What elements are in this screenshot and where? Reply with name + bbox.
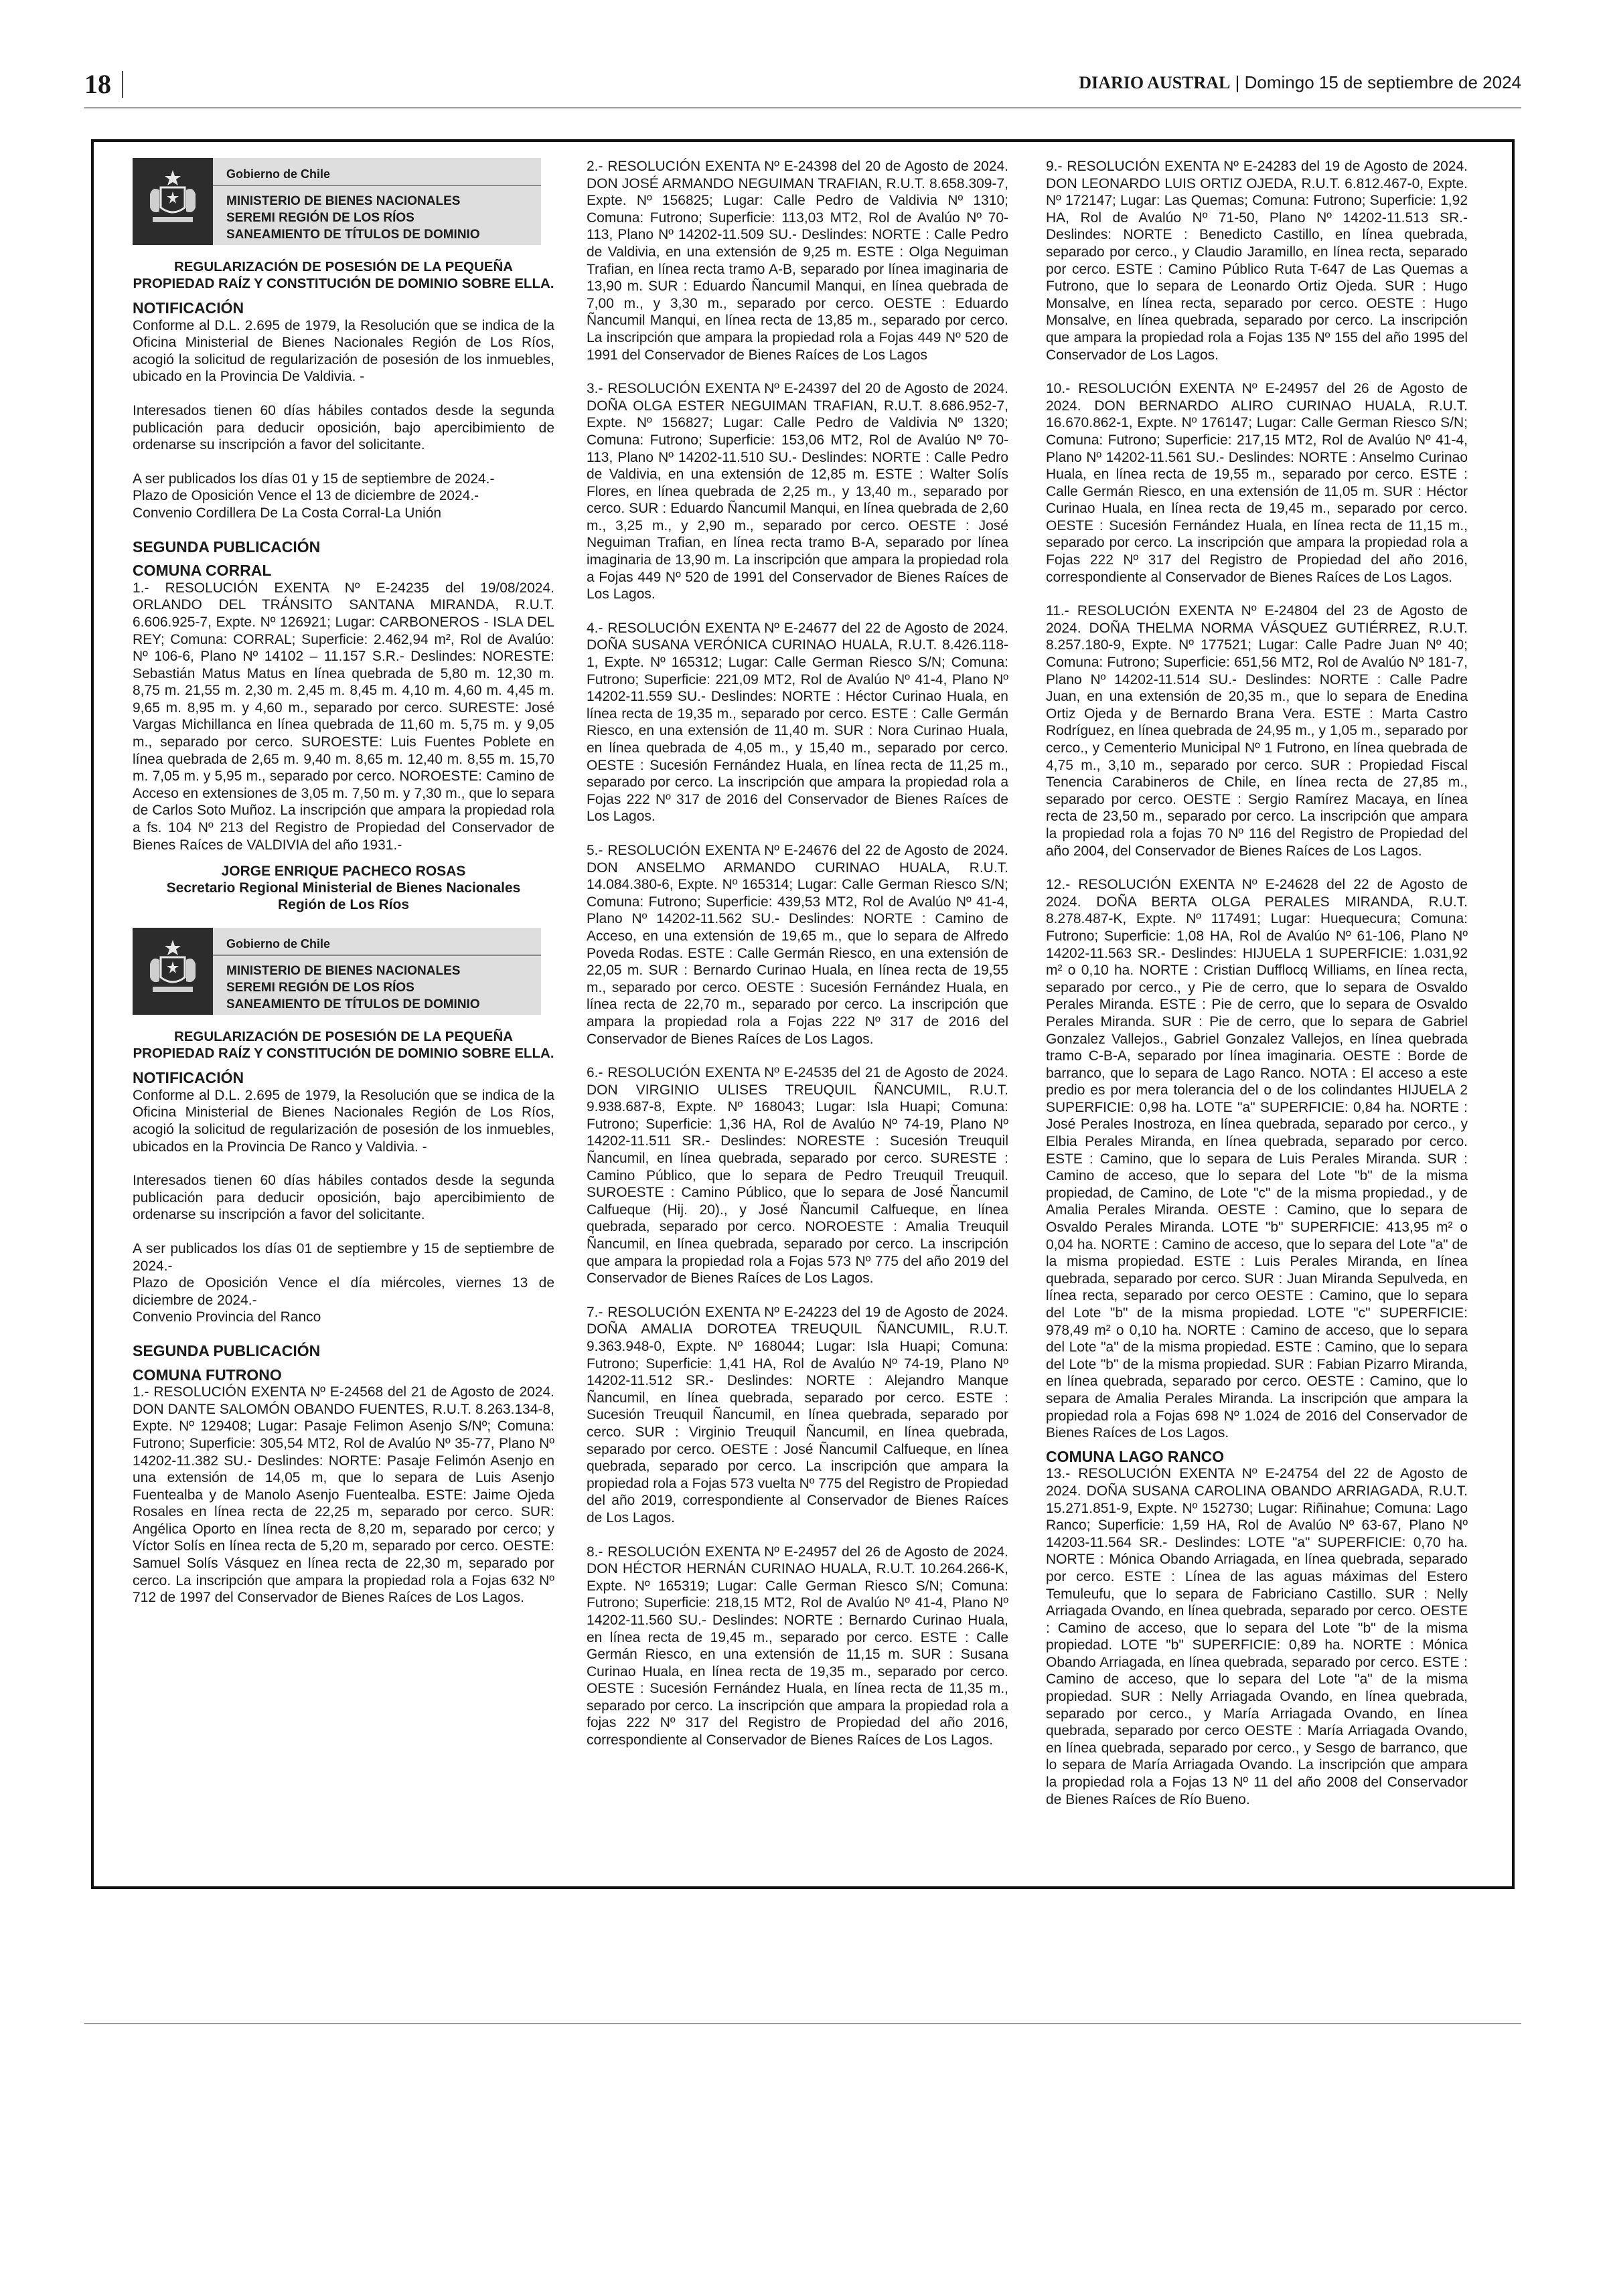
seremi-name: SEREMI REGIÓN DE LOS RÍOS [226,981,414,995]
page-number-divider [122,71,123,98]
ministry-logo-block [133,158,541,245]
resolution-entry: 10.- RESOLUCIÓN EXENTA Nº E-24957 del 26 de Agosto de 2024. DON BERNARDO ALIRO CURINAO HUALA, R.U.T. 16.670.862-1, Expte. Nº 176147; Lugar: Calle German Riesco S/N; Comuna: Futrono; Superficie: 217,15 MT2, Rol de Avalúo Nº 41-4, Plano Nº 14202-11.561 SU.- Deslindes: NORTE : Anselmo Curinao Huala, en línea recta de 19,55 m., separado por cerco. ESTE : Calle Germán Riesco, en una extensión de 11,05 m. SUR : Héctor Curinao Huala, en línea recta de 19,45 m., separado por cerco. OESTE : Sucesión Fernández Huala, en línea recta de 11,15 m., separado por cerco. La inscripción que ampara la propiedad rola a Fojas 222 Nº 317 del Registro de Propiedad del año 2016, correspondiente al Conservador de Bienes Raíces de Los Lagos. [1046,381,1468,585]
saneamiento-name: SANEAMIENTO DE TÍTULOS DE DOMINIO [226,997,480,1012]
gobierno-label: Gobierno de Chile [226,167,331,181]
seremi-name: SEREMI REGIÓN DE LOS RÍOS [226,211,414,225]
notice-title: REGULARIZACIÓN DE POSESIÓN DE LA PEQUEÑA PROPIEDAD RAÍZ Y CONSTITUCIÓN DE DOMINIO SOBRE ELLA. [133,259,554,291]
signatory-role: Secretario Regional Ministerial de Bienes Nacionales [166,880,521,896]
page-number: 18 [84,69,111,99]
publication-dates: A ser publicados los días 01 de septiembre y 15 de septiembre de 2024.- [133,1240,554,1274]
opposition-deadline: Plazo de Oposición Vence el día miércoles, viernes 13 de diciembre de 2024.- [133,1275,554,1308]
signatory-region: Región de Los Ríos [277,897,409,913]
comuna-label: COMUNA FUTRONO [133,1366,282,1384]
logo-divider [213,955,541,956]
column-3 [1046,158,1468,1808]
logo-emblem-panel [133,158,213,245]
gobierno-label: Gobierno de Chile [226,937,331,951]
ministry-text [226,193,480,243]
notification-label: NOTIFICACIÓN [133,1069,244,1087]
signature-block [133,863,554,913]
resolution-entry: 6.- RESOLUCIÓN EXENTA Nº E-24535 del 21 de Agosto de 2024. DON VIRGINIO ULISES TREUQUIL ÑANCUMIL, R.U.T. 9.938.687-8, Expte. Nº 168043; Lugar: Isla Huapi; Comuna: Futrono; Superficie: 1,36 HA, Rol de Avalúo Nº 74-19, Plano Nº 14202-11.511 SR.- Deslindes: NORESTE : Sucesión Treuquil Ñancumil, en línea quebrada, separado por cerco. SURESTE : Camino Público, que lo separa de Pedro Treuquil Treuquil. SUROESTE : Camino Público, que lo separa de José Ñancumil Calfueque (Hij. 20)., y José Ñancumil Calfueque, en línea quebrada, separado por cerco. NOROESTE : Amalia Treuquil Ñancumil, en línea quebrada, separado por cerco. La inscripción que ampara la propiedad rola a Fojas 573 Nº 775 del año 2019 del Conservador de Bienes Raíces de Los Lagos. [587,1065,1008,1287]
saneamiento-name: SANEAMIENTO DE TÍTULOS DE DOMINIO [226,228,480,242]
opposition-deadline: Plazo de Oposición Vence el 13 de diciembre de 2024.- [133,488,479,504]
resolution-entry: 8.- RESOLUCIÓN EXENTA Nº E-24957 del 26 de Agosto de 2024. DON HÉCTOR HERNÁN CURINAO HUALA, R.U.T. 10.264.266-K, Expte. Nº 165319; Lugar: Calle German Riesco S/N; Comuna: Futrono; Superficie: 218,15 MT2, Rol de Avalúo Nº 41-4, Plano Nº 14202-11.560 SU.- Deslindes: NORTE : Bernardo Curinao Huala, en línea recta de 19,45 m., separado por cerco. ESTE : Calle Germán Riesco, en una extensión de 11,15 m. SUR : Susana Curinao Huala, en línea recta de 19,35 m., separado por cerco. OESTE : Sucesión Fernández Huala, en línea recta de 11,35 m., separado por cerco. La inscripción que ampara la propiedad rola a fojas 222 Nº 317 del Registro de Propiedad del año 2016, correspondiente al Conservador de Bienes Raíces de Los Lagos. [587,1544,1008,1748]
comuna-label: COMUNA LAGO RANCO [1046,1447,1225,1465]
resolution-entry: 11.- RESOLUCIÓN EXENTA Nº E-24804 del 23 de Agosto de 2024. DOÑA THELMA NORMA VÁSQUEZ GUTIÉRREZ, R.U.T. 8.257.180-9, Expte. Nº 177521; Lugar: Calle Padre Juan Nº 40; Comuna: Futrono; Superficie: 651,56 MT2, Rol de Avalúo Nº 181-7, Plano Nº 14202-11.514 SU.- Deslindes: NORTE : Calle Padre Juan, en una extensión de 20,35 m., que lo separa de Enedina Ortiz Ojeda y de Bernardo Brana Vera. ESTE : Marta Castro Rodríguez, en línea quebrada de 24,95 m., y 1,05 m., separado por cerco., y Cementerio Municipal Nº 1 Futrono, en línea quebrada de 4,75 m., 3,10 m., separado por cerco. SUR : Propiedad Fiscal Tenencia Carabineros de Chile, en línea recta de 27,85 m., separado por cerco. OESTE : Sergio Ramírez Macaya, en línea recta de 23,50 m., separado por cerco. La inscripción que ampara la propiedad rola a fojas 70 Nº 116 del Registro de Propiedad del año 2004, del Conservador de Bienes Raíces de Los Lagos. [1046,603,1468,859]
resolution-entry: 5.- RESOLUCIÓN EXENTA Nº E-24676 del 22 de Agosto de 2024. DON ANSELMO ARMANDO CURINAO HUALA, R.U.T. 14.084.380-6, Expte. Nº 165314; Lugar: Calle German Riesco S/N; Comuna: Futrono; Superficie: 439,53 MT2, Rol de Avalúo Nº 41-4, Plano Nº 14202-11.562 SU.- Deslindes: NORTE : Camino de Acceso, en una extensión de 19,65 m., que lo separa de Alfredo Poveda Rodas. ESTE : Calle Germán Riesco, en una extensión de 22,05 m. SUR : Bernardo Curinao Huala, en línea recta de 19,55 m., separado por cerco. OESTE : Sucesión Fernández Huala, en línea recta de 22,70 m., separado por cerco. La inscripción que ampara la propiedad rola a Fojas 222 Nº 317 de 2016 del Conservador de Bienes Raíces de Los Lagos. [587,842,1008,1047]
logo-divider [213,185,541,186]
masthead: DIARIO AUSTRAL | Domingo 15 de septiembre de 2024 [1079,72,1521,92]
page-header [84,64,1521,108]
convenio: Convenio Cordillera De La Costa Corral-La Unión [133,505,442,521]
coat-of-arms-icon [146,937,200,999]
notice-plazo: Interesados tienen 60 días hábiles contados desde la segunda publicación para deducir oposición, bajo apercibimiento de ordenarse su inscripción a favor del solicitante. [133,1173,554,1223]
ministry-logo-block [133,928,541,1015]
notification-label: NOTIFICACIÓN [133,299,244,317]
footer-rule [84,2023,1521,2024]
notice-frame [91,139,1515,1889]
comuna-label: COMUNA CORRAL [133,562,272,580]
ministry-name: MINISTERIO DE BIENES NACIONALES [226,194,461,208]
signatory-name: JORGE ENRIQUE PACHECO ROSAS [221,864,466,880]
notice-plazo: Interesados tienen 60 días hábiles contados desde la segunda publicación para deducir oposición, bajo apercibimiento de ordenarse su inscripción a favor del solicitante. [133,402,554,453]
resolution-entry: 1.- RESOLUCIÓN EXENTA Nº E-24568 del 21 de Agosto de 2024. DON DANTE SALOMÓN OBANDO FUENTES, R.U.T. 8.263.134-8, Expte. Nº 129408; Lugar: Pasaje Felimon Asenjo S/Nº; Comuna: Futrono; Superficie: 305,54 MT2, Rol de Avalúo Nº 35-77, Plano Nº 14202-11.382 SU.- Deslindes: NORTE: Pasaje Felimón Asenjo en una extensión de 14,05 m, que lo separa de Luis Asenjo Fuentealba y de Manolo Asenjo Fuentealba. ESTE: Jaime Ojeda Rosales en línea recta de 22,25 m, separado por cerco. SUR: Angélica Oporto en línea recta de 8,20 m, separado por cerco; y Víctor Solís en línea recta de 5,20 m, separado por cerco. OESTE: Samuel Solís Vásquez en línea recta de 22,30 m, separado por cerco. La inscripción que ampara la propiedad rola a Fojas 632 Nº 712 de 1997 del Conservador de Bienes Raíces de Los Lagos. [133,1384,554,1606]
resolution-entry: 7.- RESOLUCIÓN EXENTA Nº E-24223 del 19 de Agosto de 2024. DOÑA AMALIA DOROTEA TREUQUIL ÑANCUMIL, R.U.T. 9.363.948-0, Expte. Nº 168044; Lugar: Isla Huapi; Comuna: Futrono; Superficie: 1,41 HA, Rol de Avalúo Nº 74-19, Plano Nº 14202-11.512 SR.- Deslindes: NORTE : Alejandro Manque Ñancumil, en línea quebrada, separado por cerco. ESTE : Sucesión Treuquil Ñancumil, en línea quebrada, separado por cerco. SUR : Virginio Treuquil Ñancumil, en línea quebrada, separado por cerco. OESTE : José Ñancumil Calfueque, en línea quebrada, separado por cerco. La inscripción que ampara la propiedad rola a Fojas 573 vuelta Nº 775 del Registro de Propiedad del año 2019, correspondiente al Conservador de Bienes Raíces de Los Lagos. [587,1304,1008,1526]
resolution-entry: 4.- RESOLUCIÓN EXENTA Nº E-24677 del 22 de Agosto de 2024. DOÑA SUSANA VERÓNICA CURINAO HUALA, R.U.T. 8.426.118-1, Expte. Nº 165312; Lugar: Calle German Riesco S/N; Comuna: Futrono; Superficie: 221,09 MT2, Rol de Avalúo Nº 41-4, Plano Nº 14202-11.559 SU.- Deslindes: NORTE : Héctor Curinao Huala, en línea recta de 19,35 m., separado por cerco. ESTE : Calle Germán Riesco, en una extensión de 11,40 m. SUR : Nora Curinao Huala, en línea quebrada de 4,05 m., y 15,40 m., separado por cerco. OESTE : Sucesión Fernández Huala, en línea recta de 11,25 m., separado por cerco. La inscripción que ampara la propiedad rola a Fojas 222 Nº 317 de 2016 del Conservador de Bienes Raíces de Los Lagos. [587,620,1008,825]
column-2 [587,158,1008,1766]
resolution-entry: 12.- RESOLUCIÓN EXENTA Nº E-24628 del 22 de Agosto de 2024. DOÑA BERTA OLGA PERALES MIRANDA, R.U.T. 8.278.487-K, Expte. Nº 117491; Lugar: Huequecura; Comuna: Futrono; Superficie: 1,08 HA, Rol de Avalúo Nº 61-106, Plano Nº 14202-11.563 SR.- Deslindes: HIJUELA 1 SUPERFICIE: 1.031,92 m² o 0,10 ha. NORTE : Cristian Dufflocq Williams, en línea recta, separado por cerco., y Pie de cerro, que lo separa de Osvaldo Perales Miranda. ESTE : Pie de cerro, que lo separa de Osvaldo Perales Miranda. SUR : Pie de cerro, que lo separa de Gabriel Gonzalez Vallejos., Gabriel Gonzalez Vallejos, en línea quebrada tramo C-B-A, separado por línea imaginaria. OESTE : Borde de barranco, que lo separa de Lago Ranco. NOTA : El acceso a este predio es por mera tolerancia del o de los colindantes HIJUELA 2 SUPERFICIE: 0,98 ha. LOTE "a" SUPERFICIE: 0,84 ha. NORTE : José Perales Inostroza, en línea quebrada, separado por cerco., y Elbia Perales Miranda, en línea quebrada, separado por cerco. ESTE : Camino, que lo separa de Luis Perales Miranda. SUR : Camino de acceso, que lo separa del Lote "b" de la misma propiedad, de Camino, de Lote "c" de la misma propiedad., y de Amalia Perales Miranda. OESTE : Camino, que lo separa de Osvaldo Perales Miranda. LOTE "b" SUPERFICIE: 413,95 m² o 0,04 ha. NORTE : Camino de acceso, que lo separa del Lote "a" de la misma propiedad. ESTE : Luis Perales Miranda, en línea quebrada, separado por cerco. SUR : Juan Miranda Sepulveda, en línea recta, separado por cerco OESTE : Camino, que lo separa del Lote "b" de la misma propiedad. LOTE "c" SUPERFICIE: 978,49 m² o 0,10 ha. NORTE : Camino de acceso, que lo separa del Lote "a" de la misma propiedad. ESTE : Camino, que lo separa del Lote "b" de la misma propiedad. SUR : Fabian Pizarro Miranda, en línea quebrada, separado por cerco. OESTE : Camino, que lo separa de Amalia Perales Miranda. La inscripción que ampara la propiedad rola a Fojas 698 Nº 1.024 de 2016 del Conservador de Bienes Raíces de Los Lagos. [1046,877,1468,1441]
convenio: Convenio Provincia del Ranco [133,1309,321,1325]
resolution-entry: 13.- RESOLUCIÓN EXENTA Nº E-24754 del 22 de Agosto de 2024. DOÑA SUSANA CAROLINA OBANDO ARRIAGADA, R.U.T. 15.271.851-9, Expte. Nº 152730; Lugar: Riñinahue; Comuna: Lago Ranco; Superficie: 1,59 HA, Rol de Avalúo Nº 63-67, Plano Nº 14203-11.564 SR.- Deslindes: LOTE "a" SUPERFICIE: 0,70 ha. NORTE : Mónica Obando Arriagada, en línea quebrada, separado por cerco. ESTE : Línea de las aguas máximas del Estero Temuleufu, que lo separa de Fabriciano Castillo. SUR : Nelly Arriagada Ovando, en línea quebrada, separado por cerco. OESTE : Camino de acceso, que lo separa del Lote "b" de la misma propiedad. LOTE "b" SUPERFICIE: 0,89 ha. NORTE : Mónica Obando Arriagada, en línea quebrada, separado por cerco. ESTE : Camino de acceso, que lo separa del Lote "a" de la misma propiedad. SUR : Nelly Arriagada Ovando, en línea quebrada, separado por cerco., y María Arriagada Ovando, en línea quebrada, separado por cerco OESTE : María Arriagada Ovando, en línea quebrada, separado por cerco., y Sesgo de barranco, que lo separa de María Arriagada Ovando. La inscripción que ampara la propiedad rola a Fojas 13 Nº 11 del año 2008 del Conservador de Bienes Raíces de Río Bueno. [1046,1466,1468,1807]
notice-intro: Conforme al D.L. 2.695 de 1979, la Resolución que se indica de la Oficina Ministerial de Bienes Nacionales Región de Los Ríos, acogió la solicitud de regularización de posesión de los inmuebles, ubicado en la Provincia De Valdivia. - [133,317,554,385]
coat-of-arms-icon [146,167,200,229]
publication-dates: A ser publicados los días 01 y 15 de septiembre de 2024.- [133,471,495,487]
ministry-text [226,963,480,1013]
logo-emblem-panel [133,928,213,1015]
paper-name: DIARIO AUSTRAL [1079,73,1231,92]
issue-date: Domingo 15 de septiembre de 2024 [1244,72,1521,92]
resolution-entry: 1.- RESOLUCIÓN EXENTA Nº E-24235 del 19/08/2024. ORLANDO DEL TRÁNSITO SANTANA MIRANDA, R.U.T. 6.606.925-7, Expte. Nº 126921; Lugar: CARBONEROS - ISLA DEL REY; Comuna: CORRAL; Superficie: 2.462,94 m², Rol de Avalúo: Nº 106-6, Plano Nº 14102 – 11.157 S.R.- Deslindes: NORESTE: Sebastián Matus Matus en línea quebrada de 5,80 m. 12,30 m. 8,75 m. 21,55 m. 2,30 m. 2,45 m. 8,45 m. 4,10 m. 4,60 m. 4,45 m. 9,65 m. 8,95 m. y 4,60 m., separado por cerco. SURESTE: José Vargas Michillanca en línea quebrada de 11,60 m. 5,75 m. y 9,05 m., separado por cerco. SUROESTE: Luis Fuentes Poblete en línea quebrada de 2,65 m. 9,40 m. 8,65 m. 12,40 m. 8,55 m. 15,70 m. 7,05 m. y 5,95 m., separado por cerco. NOROESTE: Camino de Acceso en extensiones de 3,05 m. 7,50 m. y 7,30 m., que lo separa de Carlos Soto Muñoz. La inscripción que ampara la propiedad rola a fs. 104 Nº 213 del Registro de Propiedad del Conservador de Bienes Raíces de VALDIVIA del año 1931.- [133,580,554,853]
segunda-publicacion-label: SEGUNDA PUBLICACIÓN [133,538,321,556]
segunda-publicacion-label: SEGUNDA PUBLICACIÓN [133,1341,321,1360]
resolution-entry: 9.- RESOLUCIÓN EXENTA Nº E-24283 del 19 de Agosto de 2024. DON LEONARDO LUIS ORTIZ OJEDA, R.U.T. 6.812.467-0, Expte. Nº 172147; Lugar: Las Quemas; Comuna: Futrono; Superficie: 1,92 HA, Rol de Avalúo Nº 71-50, Plano Nº 14202-11.513 SR.- Deslindes: NORTE : Benedicto Castillo, en línea quebrada, separado por cerco., y Claudio Jaramillo, en línea recta, separado por cerco. ESTE : Camino Público Ruta T-647 de Las Quemas a Futrono, que lo separa de Leonardo Ortiz Ojeda. SUR : Hugo Monsalve, en línea recta, separado por cerco. OESTE : Hugo Monsalve, en línea quebrada, separado por cerco. La inscripción que ampara la propiedad rola a Fojas 135 Nº 155 del año 1995 del Conservador de Los Lagos. [1046,159,1468,363]
column-1 [133,158,554,1607]
resolution-entry: 2.- RESOLUCIÓN EXENTA Nº E-24398 del 20 de Agosto de 2024. DON JOSÉ ARMANDO NEGUIMAN TRAFIAN, R.U.T. 8.658.309-7, Expte. Nº 156825; Lugar: Calle Pedro de Valdivia Nº 1310; Comuna: Futrono; Superficie: 113,03 MT2, Rol de Avalúo Nº 70-113, Plano Nº 14202-11.509 SU.- Deslindes: NORTE : Calle Pedro de Valdivia, en una extensión de 9,25 m. ESTE : Olga Neguiman Trafian, en línea recta tramo A-B, separado por línea imaginaria de 13,90 m. SUR : Eduardo Ñancumil Manqui, en línea quebrada de 7,00 m., y 3,30 m., separado por cerco. OESTE : Eduardo Ñancumil Manqui, en línea recta de 13,85 m., separado por cerco. La inscripción que ampara la propiedad rola a Fojas 449 Nº 520 de 1991 del Conservador de Bienes Raíces de Los Lagos [587,159,1008,363]
notice-title: REGULARIZACIÓN DE POSESIÓN DE LA PEQUEÑA PROPIEDAD RAÍZ Y CONSTITUCIÓN DE DOMINIO SOBRE ELLA. [133,1029,554,1062]
ministry-name: MINISTERIO DE BIENES NACIONALES [226,964,461,979]
notice-intro: Conforme al D.L. 2.695 de 1979, la Resolución que se indica de la Oficina Ministerial de Bienes Nacionales Región de Los Ríos, acogió la solicitud de regularización de posesión de los inmuebles, ubicados en la Provincia De Ranco y Valdivia. - [133,1087,554,1155]
resolution-entry: 3.- RESOLUCIÓN EXENTA Nº E-24397 del 20 de Agosto de 2024. DOÑA OLGA ESTER NEGUIMAN TRAFIAN, R.U.T. 8.686.952-7, Expte. Nº 156827; Lugar: Calle Pedro de Valdivia Nº 1320; Comuna: Futrono; Superficie: 153,06 MT2, Rol de Avalúo Nº 70-113, Plano Nº 14202-11.510 SU.- Deslindes: NORTE : Calle Pedro de Valdivia, en una extensión de 12,85 m. ESTE : Walter Solís Flores, en línea quebrada de 2,25 m., y 13,40 m., separado por cerco. SUR : Eduardo Ñancumil Manqui, en línea quebrada de 2,60 m., 3,25 m., y 2,90 m., separado por cerco. OESTE : José Neguiman Trafian, en línea recta tramo B-A, separado por línea imaginaria de 13,90 m. La inscripción que ampara la propiedad rola a Fojas 449 Nº 520 de 1991 del Conservador de Bienes Raíces de Los Lagos. [587,381,1008,602]
